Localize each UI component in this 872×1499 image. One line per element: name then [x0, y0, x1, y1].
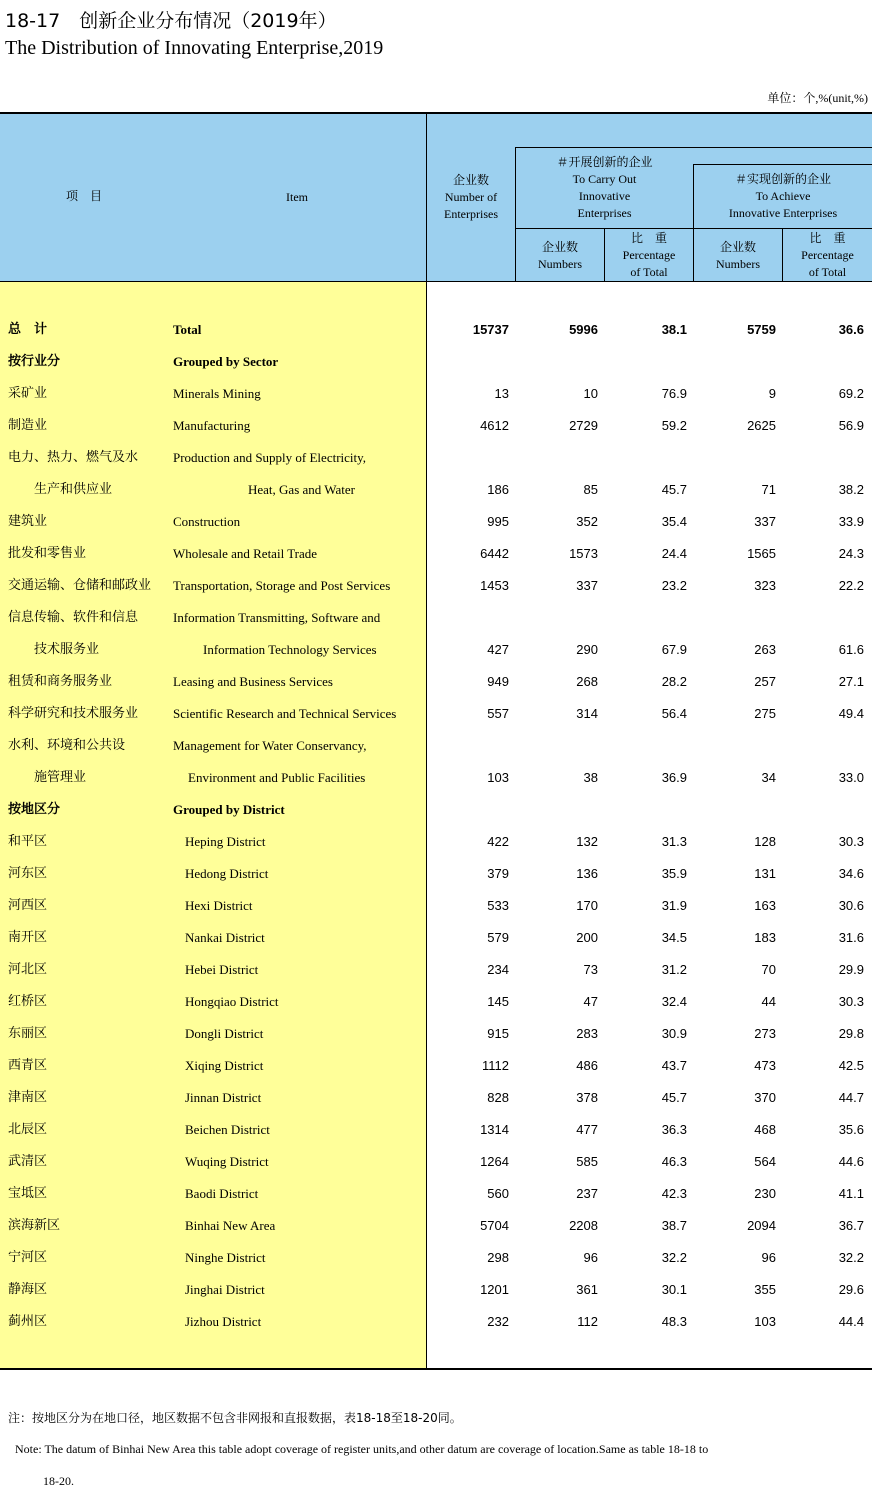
row-label-cn: 采矿业 — [8, 386, 48, 401]
table-row — [0, 698, 872, 730]
header-enterprises-cn: 企业数 — [452, 173, 489, 187]
carry-percentage-value: 36.3 — [661, 1122, 687, 1137]
achieve-numbers-value: 473 — [754, 1058, 776, 1073]
carry-percentage-value: 45.7 — [661, 1090, 687, 1105]
row-label-en: Production and Supply of Electricity, — [173, 450, 367, 465]
carry-percentage-value: 56.4 — [661, 706, 687, 721]
table-row — [0, 570, 872, 602]
row-label-en: Jinnan District — [185, 1090, 262, 1105]
header-carry-num-cn: 企业数 — [541, 240, 578, 254]
row-label-en: Hedong District — [185, 866, 269, 881]
achieve-percentage-value: 36.6 — [838, 322, 864, 337]
row-label-cn: 水利、环境和公共设 — [8, 738, 126, 753]
unit-label: 单位：个,%(unit,%) — [767, 91, 868, 105]
carry-numbers-value: 237 — [576, 1186, 598, 1201]
table-row — [0, 826, 872, 858]
header-achieve-num-en: Numbers — [716, 257, 760, 271]
row-label-en: Manufacturing — [173, 418, 251, 433]
row-label-en: Heping District — [185, 834, 266, 849]
carry-percentage-value: 30.9 — [661, 1026, 687, 1041]
carry-numbers-value: 132 — [576, 834, 598, 849]
carry-percentage-value: 28.2 — [661, 674, 687, 689]
achieve-numbers-value: 323 — [754, 578, 776, 593]
achieve-percentage-value: 69.2 — [838, 386, 864, 401]
row-label-en: Xiqing District — [185, 1058, 264, 1073]
carry-numbers-value: 5996 — [569, 322, 598, 337]
header-carry-cn: ＃开展创新的企业 — [556, 155, 653, 169]
row-label-cn: 建筑业 — [8, 514, 48, 529]
carry-percentage-value: 67.9 — [661, 642, 687, 657]
page-title-en: The Distribution of Innovating Enterprise,2019 — [5, 37, 384, 59]
row-label-cn: 南开区 — [8, 930, 48, 945]
achieve-numbers-value: 34 — [761, 770, 776, 785]
table-row — [0, 1018, 872, 1050]
achieve-numbers-value: 337 — [754, 514, 776, 529]
table-row — [0, 1114, 872, 1146]
row-label-en: Ninghe District — [185, 1250, 266, 1265]
achieve-numbers-value: 128 — [754, 834, 776, 849]
achieve-percentage-value: 30.3 — [838, 994, 864, 1009]
enterprises-value: 533 — [487, 898, 509, 913]
table-row — [0, 666, 872, 698]
table-row — [0, 762, 872, 794]
header-achieve-pct-cn: 比 重 — [809, 231, 846, 245]
achieve-numbers-value: 44 — [761, 994, 776, 1009]
enterprises-value: 4612 — [480, 418, 509, 433]
row-label-cn: 信息传输、软件和信息 — [8, 610, 139, 625]
enterprises-value: 1112 — [482, 1058, 509, 1073]
achieve-percentage-value: 29.8 — [838, 1026, 864, 1041]
achieve-percentage-value: 32.2 — [838, 1250, 864, 1265]
table-row — [0, 1274, 872, 1306]
row-label-en: Heat, Gas and Water — [248, 482, 356, 497]
achieve-percentage-value: 34.6 — [838, 866, 864, 881]
row-label-en: Binhai New Area — [185, 1218, 276, 1233]
row-label-cn: 电力、热力、燃气及水 — [8, 450, 139, 465]
achieve-percentage-value: 30.6 — [838, 898, 864, 913]
achieve-percentage-value: 30.3 — [838, 834, 864, 849]
header-achieve-en1: To Achieve — [755, 189, 811, 203]
table-row — [0, 986, 872, 1018]
header-carry-en3: Enterprises — [577, 206, 632, 220]
row-label-cn: 按地区分 — [8, 802, 61, 817]
enterprises-value: 232 — [487, 1314, 509, 1329]
page-title-cn: 18-17 创新企业分布情况（2019年） — [5, 10, 337, 32]
achieve-numbers-value: 230 — [754, 1186, 776, 1201]
achieve-numbers-value: 2625 — [747, 418, 776, 433]
header-item-cn: 项 目 — [66, 189, 103, 203]
carry-percentage-value: 76.9 — [661, 386, 687, 401]
header-enterprises — [428, 172, 514, 223]
carry-numbers-value: 170 — [576, 898, 598, 913]
row-label-en: Jizhou District — [185, 1314, 262, 1329]
header-achieve-top-rule — [693, 164, 872, 165]
achieve-percentage-value: 38.2 — [838, 482, 864, 497]
table-row — [0, 538, 872, 570]
carry-numbers-value: 477 — [576, 1122, 598, 1137]
carry-percentage-value: 24.4 — [661, 546, 687, 561]
achieve-percentage-value: 29.6 — [838, 1282, 864, 1297]
table-row — [0, 954, 872, 986]
carry-numbers-value: 283 — [576, 1026, 598, 1041]
carry-numbers-value: 290 — [576, 642, 598, 657]
header-carry-out — [516, 154, 693, 222]
achieve-percentage-value: 35.6 — [838, 1122, 864, 1137]
row-label-cn: 科学研究和技术服务业 — [8, 706, 139, 721]
enterprises-value: 579 — [487, 930, 509, 945]
table-row — [0, 1210, 872, 1242]
header-item-en: Item — [286, 190, 308, 204]
carry-numbers-value: 10 — [583, 386, 598, 401]
carry-numbers-value: 2208 — [569, 1218, 598, 1233]
header-carry-en1: To Carry Out — [572, 172, 637, 186]
enterprises-value: 995 — [487, 514, 509, 529]
row-label-cn: 河西区 — [8, 898, 48, 913]
row-label-en: Grouped by Sector — [173, 354, 279, 369]
row-label-en: Total — [173, 322, 202, 337]
achieve-numbers-value: 273 — [754, 1026, 776, 1041]
enterprises-value: 828 — [487, 1090, 509, 1105]
carry-numbers-value: 136 — [576, 866, 598, 881]
carry-percentage-value: 38.1 — [661, 322, 687, 337]
enterprises-value: 6442 — [480, 546, 509, 561]
achieve-numbers-value: 257 — [754, 674, 776, 689]
carry-numbers-value: 85 — [583, 482, 598, 497]
carry-percentage-value: 31.2 — [661, 962, 687, 977]
table-row — [0, 890, 872, 922]
row-label-en: Minerals Mining — [173, 386, 261, 401]
row-label-en: Transportation, Storage and Post Services — [173, 578, 391, 593]
achieve-numbers-value: 564 — [754, 1154, 776, 1169]
carry-percentage-value: 48.3 — [661, 1314, 687, 1329]
table-row — [0, 506, 872, 538]
table-row — [0, 1242, 872, 1274]
enterprises-value: 5704 — [480, 1218, 509, 1233]
achieve-percentage-value: 41.1 — [838, 1186, 864, 1201]
row-label-en: Wuqing District — [185, 1154, 269, 1169]
achieve-percentage-value: 31.6 — [838, 930, 864, 945]
header-sub-rule — [515, 228, 872, 229]
achieve-percentage-value: 44.4 — [838, 1314, 864, 1329]
enterprises-value: 186 — [487, 482, 509, 497]
carry-percentage-value: 43.7 — [661, 1058, 687, 1073]
carry-percentage-value: 23.2 — [661, 578, 687, 593]
enterprises-value: 1314 — [480, 1122, 509, 1137]
header-col-rule-2 — [604, 228, 605, 282]
header-col-rule-1 — [515, 147, 516, 282]
achieve-numbers-value: 131 — [754, 866, 776, 881]
row-label-en: Hebei District — [185, 962, 259, 977]
carry-percentage-value: 32.4 — [661, 994, 687, 1009]
table-row — [0, 602, 872, 634]
header-col-rule-4 — [782, 228, 783, 282]
achieve-percentage-value: 24.3 — [838, 546, 864, 561]
enterprises-value: 557 — [487, 706, 509, 721]
carry-numbers-value: 1573 — [569, 546, 598, 561]
achieve-numbers-value: 96 — [761, 1250, 776, 1265]
carry-numbers-value: 2729 — [569, 418, 598, 433]
carry-percentage-value: 42.3 — [661, 1186, 687, 1201]
row-label-en: Scientific Research and Technical Services — [173, 706, 397, 721]
enterprises-value: 13 — [494, 386, 509, 401]
achieve-percentage-value: 29.9 — [838, 962, 864, 977]
carry-percentage-value: 34.5 — [661, 930, 687, 945]
carry-percentage-value: 46.3 — [661, 1154, 687, 1169]
achieve-numbers-value: 183 — [754, 930, 776, 945]
enterprises-value: 103 — [487, 770, 509, 785]
achieve-numbers-value: 9 — [768, 386, 776, 401]
table-row — [0, 858, 872, 890]
carry-percentage-value: 36.9 — [661, 770, 687, 785]
row-label-cn: 北辰区 — [8, 1122, 48, 1137]
row-label-cn: 宁河区 — [8, 1250, 48, 1265]
enterprises-value: 1453 — [480, 578, 509, 593]
achieve-numbers-value: 370 — [754, 1090, 776, 1105]
row-label-cn: 按行业分 — [8, 354, 61, 369]
header-achieve-pct-en2: of Total — [808, 265, 847, 279]
carry-numbers-value: 378 — [576, 1090, 598, 1105]
achieve-percentage-value: 22.2 — [838, 578, 864, 593]
row-label-cn: 西青区 — [8, 1058, 48, 1073]
row-label-en: Nankai District — [185, 930, 265, 945]
carry-numbers-value: 73 — [583, 962, 598, 977]
header-achieve-pct-en1: Percentage — [801, 248, 854, 262]
row-label-cn: 东丽区 — [8, 1026, 48, 1041]
row-label-cn: 静海区 — [8, 1282, 48, 1297]
row-label-en: Dongli District — [185, 1026, 264, 1041]
carry-numbers-value: 352 — [576, 514, 598, 529]
header-achieve-cn: ＃实现创新的企业 — [734, 172, 831, 186]
enterprises-value: 422 — [487, 834, 509, 849]
achieve-numbers-value: 468 — [754, 1122, 776, 1137]
row-label-cn: 红桥区 — [8, 994, 48, 1009]
header-carry-pct-en1: Percentage — [622, 248, 676, 262]
row-label-en: Leasing and Business Services — [173, 674, 333, 689]
carry-numbers-value: 268 — [576, 674, 598, 689]
achieve-numbers-value: 263 — [754, 642, 776, 657]
carry-percentage-value: 30.1 — [661, 1282, 687, 1297]
achieve-numbers-value: 355 — [754, 1282, 776, 1297]
carry-percentage-value: 31.9 — [661, 898, 687, 913]
carry-percentage-value: 59.2 — [661, 418, 687, 433]
carry-numbers-value: 337 — [576, 578, 598, 593]
carry-numbers-value: 112 — [577, 1314, 598, 1329]
header-carry-num-en: Numbers — [538, 257, 582, 271]
row-label-cn: 施管理业 — [34, 770, 87, 785]
table-row — [0, 1306, 872, 1338]
row-label-cn: 滨海新区 — [8, 1218, 61, 1233]
achieve-percentage-value: 44.7 — [838, 1090, 864, 1105]
table-row — [0, 442, 872, 474]
carry-percentage-value: 38.7 — [661, 1218, 687, 1233]
carry-numbers-value: 361 — [576, 1282, 598, 1297]
note-cn: 注：按地区分为在地口径，地区数据不包含非网报和直报数据，表18-18至18-20同。 — [8, 1411, 462, 1425]
header-achieve-en2: Innovative Enterprises — [728, 206, 838, 220]
enterprises-value: 915 — [487, 1026, 509, 1041]
header-achieve-num-cn: 企业数 — [719, 240, 756, 254]
row-label-cn: 蓟州区 — [8, 1314, 48, 1329]
carry-percentage-value: 35.9 — [661, 866, 687, 881]
row-label-cn: 交通运输、仓储和邮政业 — [8, 578, 152, 593]
achieve-numbers-value: 1565 — [747, 546, 776, 561]
note-en: Note: The datum of Binhai New Area this table adopt coverage of register units,and other datum are coverage of location.Same as table 18-18 to — [15, 1442, 709, 1456]
table-row — [0, 474, 872, 506]
row-label-cn: 生产和供应业 — [34, 482, 113, 497]
row-label-en: Wholesale and Retail Trade — [173, 546, 318, 561]
row-label-en: Management for Water Conservancy, — [173, 738, 367, 753]
achieve-numbers-value: 163 — [754, 898, 776, 913]
achieve-numbers-value: 71 — [761, 482, 776, 497]
table-row — [0, 410, 872, 442]
carry-numbers-value: 314 — [576, 706, 598, 721]
table-row — [0, 378, 872, 410]
carry-percentage-value: 45.7 — [661, 482, 687, 497]
table-bottom-rule — [0, 1368, 872, 1370]
table-row — [0, 922, 872, 954]
header-enterprises-en2: Enterprises — [444, 207, 498, 221]
header-carry-en2: Innovative — [578, 189, 631, 203]
table-row — [0, 730, 872, 762]
row-label-cn: 津南区 — [8, 1090, 48, 1105]
table-row — [0, 794, 872, 826]
carry-percentage-value: 35.4 — [661, 514, 687, 529]
achieve-percentage-value: 36.7 — [838, 1218, 864, 1233]
enterprises-value: 15737 — [472, 322, 509, 337]
row-label-cn: 河北区 — [8, 962, 48, 977]
row-label-cn: 宝坻区 — [8, 1186, 48, 1201]
header-carry-percentage — [605, 230, 693, 281]
row-label-en: Environment and Public Facilities — [188, 770, 366, 785]
table-row — [0, 1146, 872, 1178]
header-group-rule — [515, 147, 872, 148]
table-row — [0, 1178, 872, 1210]
row-label-en: Beichen District — [185, 1122, 270, 1137]
row-label-en: Jinghai District — [185, 1282, 265, 1297]
achieve-numbers-value: 103 — [754, 1314, 776, 1329]
enterprises-value: 1201 — [480, 1282, 509, 1297]
carry-percentage-value: 31.3 — [661, 834, 687, 849]
enterprises-value: 949 — [487, 674, 509, 689]
row-label-en: Hexi District — [185, 898, 253, 913]
achieve-percentage-value: 61.6 — [838, 642, 864, 657]
header-carry-numbers — [516, 239, 604, 273]
header-carry-pct-cn: 比 重 — [630, 231, 667, 245]
note-en-continued: 18-20. — [43, 1474, 74, 1488]
enterprises-value: 560 — [487, 1186, 509, 1201]
row-label-en: Grouped by District — [173, 802, 285, 817]
row-label-en: Hongqiao District — [185, 994, 279, 1009]
enterprises-value: 145 — [487, 994, 509, 1009]
row-label-en: Information Technology Services — [203, 642, 377, 657]
achieve-percentage-value: 27.1 — [838, 674, 864, 689]
enterprises-value: 234 — [487, 962, 509, 977]
carry-numbers-value: 585 — [576, 1154, 598, 1169]
table-row — [0, 1050, 872, 1082]
achieve-numbers-value: 5759 — [747, 322, 776, 337]
table-row — [0, 634, 872, 666]
header-achieve-numbers — [694, 239, 782, 273]
header-col-rule-3 — [693, 164, 694, 282]
achieve-percentage-value: 49.4 — [838, 706, 864, 721]
achieve-percentage-value: 56.9 — [838, 418, 864, 433]
header-carry-pct-en2: of Total — [630, 265, 668, 279]
achieve-numbers-value: 2094 — [747, 1218, 776, 1233]
row-label-cn: 技术服务业 — [34, 642, 100, 657]
row-label-cn: 制造业 — [8, 418, 48, 433]
achieve-percentage-value: 42.5 — [838, 1058, 864, 1073]
carry-percentage-value: 32.2 — [661, 1250, 687, 1265]
table-row — [0, 1082, 872, 1114]
header-achieve — [694, 171, 872, 222]
row-label-en: Baodi District — [185, 1186, 259, 1201]
table-row — [0, 314, 872, 346]
header-achieve-percentage — [783, 230, 872, 281]
achieve-percentage-value: 44.6 — [838, 1154, 864, 1169]
carry-numbers-value: 486 — [576, 1058, 598, 1073]
row-label-cn: 河东区 — [8, 866, 48, 881]
achieve-numbers-value: 70 — [761, 962, 776, 977]
row-label-cn: 总 计 — [8, 322, 48, 337]
achieve-percentage-value: 33.9 — [838, 514, 864, 529]
row-label-cn: 批发和零售业 — [8, 546, 87, 561]
enterprises-value: 379 — [487, 866, 509, 881]
carry-numbers-value: 200 — [576, 930, 598, 945]
row-label-cn: 武清区 — [8, 1154, 48, 1169]
enterprises-value: 298 — [487, 1250, 509, 1265]
carry-numbers-value: 47 — [583, 994, 598, 1009]
enterprises-value: 427 — [487, 642, 509, 657]
table-row — [0, 346, 872, 378]
table-top-rule — [0, 112, 872, 114]
row-label-cn: 和平区 — [8, 834, 48, 849]
header-enterprises-en1: Number of — [444, 190, 498, 204]
achieve-percentage-value: 33.0 — [838, 770, 864, 785]
row-label-cn: 租赁和商务服务业 — [8, 674, 113, 689]
header-bottom-rule — [0, 281, 872, 282]
row-label-en: Construction — [173, 514, 241, 529]
carry-numbers-value: 96 — [583, 1250, 598, 1265]
carry-numbers-value: 38 — [583, 770, 598, 785]
achieve-numbers-value: 275 — [754, 706, 776, 721]
enterprises-value: 1264 — [480, 1154, 509, 1169]
row-label-en: Information Transmitting, Software and — [173, 610, 381, 625]
